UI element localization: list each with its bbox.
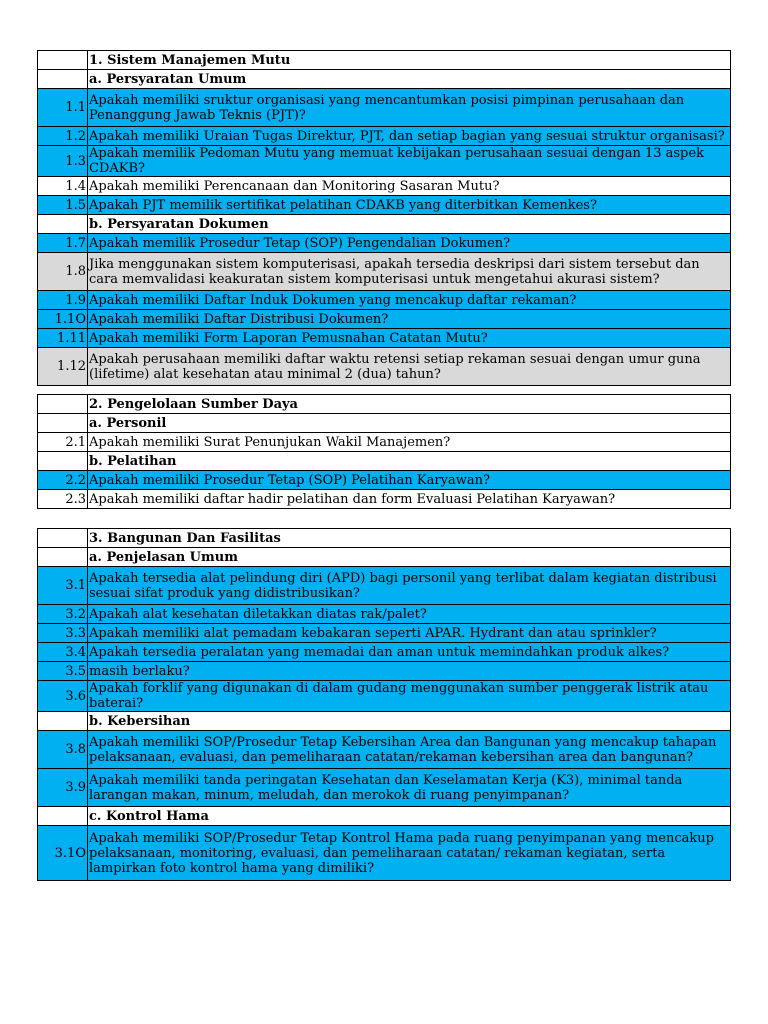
table-row: [38, 310, 731, 329]
item-question: Apakah PJT memilik sertifikat pelatihan CDAKB yang diterbitkan Kemenkes?: [88, 196, 731, 215]
table-row: [38, 605, 731, 624]
item-number: 2.1: [38, 433, 88, 452]
empty-cell: [38, 70, 88, 89]
empty-cell: [38, 395, 88, 414]
item-number: 3.1O: [38, 826, 88, 881]
item-number: 1.7: [38, 234, 88, 253]
item-number: 3.6: [38, 681, 88, 712]
item-number: 1.9: [38, 291, 88, 310]
item-question: Apakah forklif yang digunakan di dalam gudang menggunakan sumber penggerak listrik atau baterai?: [88, 681, 731, 712]
item-number: 1.12: [38, 348, 88, 386]
section-title: 3. Bangunan Dan Fasilitas: [88, 529, 731, 548]
item-question: Apakah memiliki Surat Penunjukan Wakil Manajemen?: [88, 433, 731, 452]
subsection-header-row: [38, 548, 731, 567]
item-question: Apakah memiliki Daftar Induk Dokumen yang mencakup daftar rekaman?: [88, 291, 731, 310]
empty-cell: [38, 807, 88, 826]
table-row: [38, 196, 731, 215]
empty-cell: [38, 529, 88, 548]
empty-cell: [38, 712, 88, 731]
section-title: 2. Pengelolaan Sumber Daya: [88, 395, 731, 414]
table-row: [38, 127, 731, 146]
item-number: 1.1O: [38, 310, 88, 329]
item-question: Apakah memilik Pedoman Mutu yang memuat kebijakan perusahaan sesuai dengan 13 aspek CDAKB?: [88, 146, 731, 177]
item-question: Jika menggunakan sistem komputerisasi, apakah tersedia deskripsi dari sistem tersebut dan cara memvalidasi keakuratan sistem komputerisasi untuk mengetahui akurasi sistem?: [88, 253, 731, 291]
item-question: Apakah memiliki Prosedur Tetap (SOP) Pelatihan Karyawan?: [88, 471, 731, 490]
empty-cell: [38, 414, 88, 433]
item-question: Apakah memiliki SOP/Prosedur Tetap Kontrol Hama pada ruang penyimpanan yang mencakup pelaksanaan, monitoring, evaluasi, dan pemeliharaan catatan/ rekaman kegiatan, serta lampirkan foto kontrol hama yang dimiliki?: [88, 826, 731, 881]
item-number: 3.8: [38, 731, 88, 769]
subsection-title: c. Kontrol Hama: [88, 807, 731, 826]
table-row: [38, 348, 731, 386]
subsection-header-row: [38, 70, 731, 89]
item-question: Apakah alat kesehatan diletakkan diatas rak/palet?: [88, 605, 731, 624]
empty-cell: [38, 51, 88, 70]
item-question: Apakah memiliki Perencanaan dan Monitoring Sasaran Mutu?: [88, 177, 731, 196]
item-number: 3.2: [38, 605, 88, 624]
section-title-row: [38, 529, 731, 548]
item-number: 2.2: [38, 471, 88, 490]
subsection-header-row: [38, 807, 731, 826]
subsection-title: b. Pelatihan: [88, 452, 731, 471]
item-question: Apakah memiliki alat pemadam kebakaran seperti APAR. Hydrant dan atau sprinkler?: [88, 624, 731, 643]
section-title-row: [38, 51, 731, 70]
item-number: 1.3: [38, 146, 88, 177]
item-number: 3.3: [38, 624, 88, 643]
item-number: 1.1: [38, 89, 88, 127]
table-row: [38, 146, 731, 177]
item-number: 1.5: [38, 196, 88, 215]
item-question: Apakah memiliki Daftar Distribusi Dokumen?: [88, 310, 731, 329]
table-row: [38, 177, 731, 196]
item-number: 2.3: [38, 490, 88, 509]
empty-cell: [38, 452, 88, 471]
section-1-table: [37, 50, 731, 386]
table-row: [38, 624, 731, 643]
empty-cell: [38, 548, 88, 567]
table-row: [38, 567, 731, 605]
subsection-title: a. Persyaratan Umum: [88, 70, 731, 89]
section-2-table: [37, 394, 731, 509]
section-title-row: [38, 395, 731, 414]
table-row: [38, 433, 731, 452]
section-title: 1. Sistem Manajemen Mutu: [88, 51, 731, 70]
table-row: [38, 731, 731, 769]
subsection-title: b. Kebersihan: [88, 712, 731, 731]
item-number: 1.4: [38, 177, 88, 196]
item-question: Apakah tersedia alat pelindung diri (APD) bagi personil yang terlibat dalam kegiatan distribusi sesuai sifat produk yang didistribusikan?: [88, 567, 731, 605]
table-row: [38, 471, 731, 490]
section-3-table: [37, 528, 731, 881]
item-question: Apakah tersedia peralatan yang memadai dan aman untuk memindahkan produk alkes?: [88, 643, 731, 662]
subsection-title: a. Personil: [88, 414, 731, 433]
table-row: [38, 662, 731, 681]
item-question: Apakah perusahaan memiliki daftar waktu retensi setiap rekaman sesuai dengan umur guna (lifetime) alat kesehatan atau minimal 2 (dua) tahun?: [88, 348, 731, 386]
table-row: [38, 253, 731, 291]
table-row: [38, 89, 731, 127]
item-number: 1.8: [38, 253, 88, 291]
subsection-header-row: [38, 414, 731, 433]
table-row: [38, 643, 731, 662]
table-row: [38, 490, 731, 509]
item-number: 1.2: [38, 127, 88, 146]
item-question: Apakah memiliki Form Laporan Pemusnahan Catatan Mutu?: [88, 329, 731, 348]
item-number: 3.5: [38, 662, 88, 681]
item-number: 3.1: [38, 567, 88, 605]
empty-cell: [38, 215, 88, 234]
table-row: [38, 329, 731, 348]
table-row: [38, 769, 731, 807]
table-row: [38, 681, 731, 712]
item-question: masih berlaku?: [88, 662, 731, 681]
item-number: 3.4: [38, 643, 88, 662]
item-number: 1.11: [38, 329, 88, 348]
item-question: Apakah memiliki daftar hadir pelatihan dan form Evaluasi Pelatihan Karyawan?: [88, 490, 731, 509]
table-row: [38, 826, 731, 881]
table-row: [38, 234, 731, 253]
subsection-title: b. Persyaratan Dokumen: [88, 215, 731, 234]
item-question: Apakah memiliki tanda peringatan Kesehatan dan Keselamatan Kerja (K3), minimal tanda larangan makan, minum, meludah, dan merokok di ruang penyimpanan?: [88, 769, 731, 807]
subsection-title: a. Penjelasan Umum: [88, 548, 731, 567]
subsection-header-row: [38, 452, 731, 471]
subsection-header-row: [38, 712, 731, 731]
item-number: 3.9: [38, 769, 88, 807]
item-question: Apakah memiliki Uraian Tugas Direktur, PJT, dan setiap bagian yang sesuai struktur organisasi?: [88, 127, 731, 146]
item-question: Apakah memiliki SOP/Prosedur Tetap Kebersihan Area dan Bangunan yang mencakup tahapan pelaksanaan, evaluasi, dan pemeliharaan catatan/rekaman kebersihan area dan bangunan?: [88, 731, 731, 769]
subsection-header-row: [38, 215, 731, 234]
table-row: [38, 291, 731, 310]
item-question: Apakah memiliki sruktur organisasi yang mencantumkan posisi pimpinan perusahaan dan Penanggung Jawab Teknis (PJT)?: [88, 89, 731, 127]
item-question: Apakah memilik Prosedur Tetap (SOP) Pengendalian Dokumen?: [88, 234, 731, 253]
